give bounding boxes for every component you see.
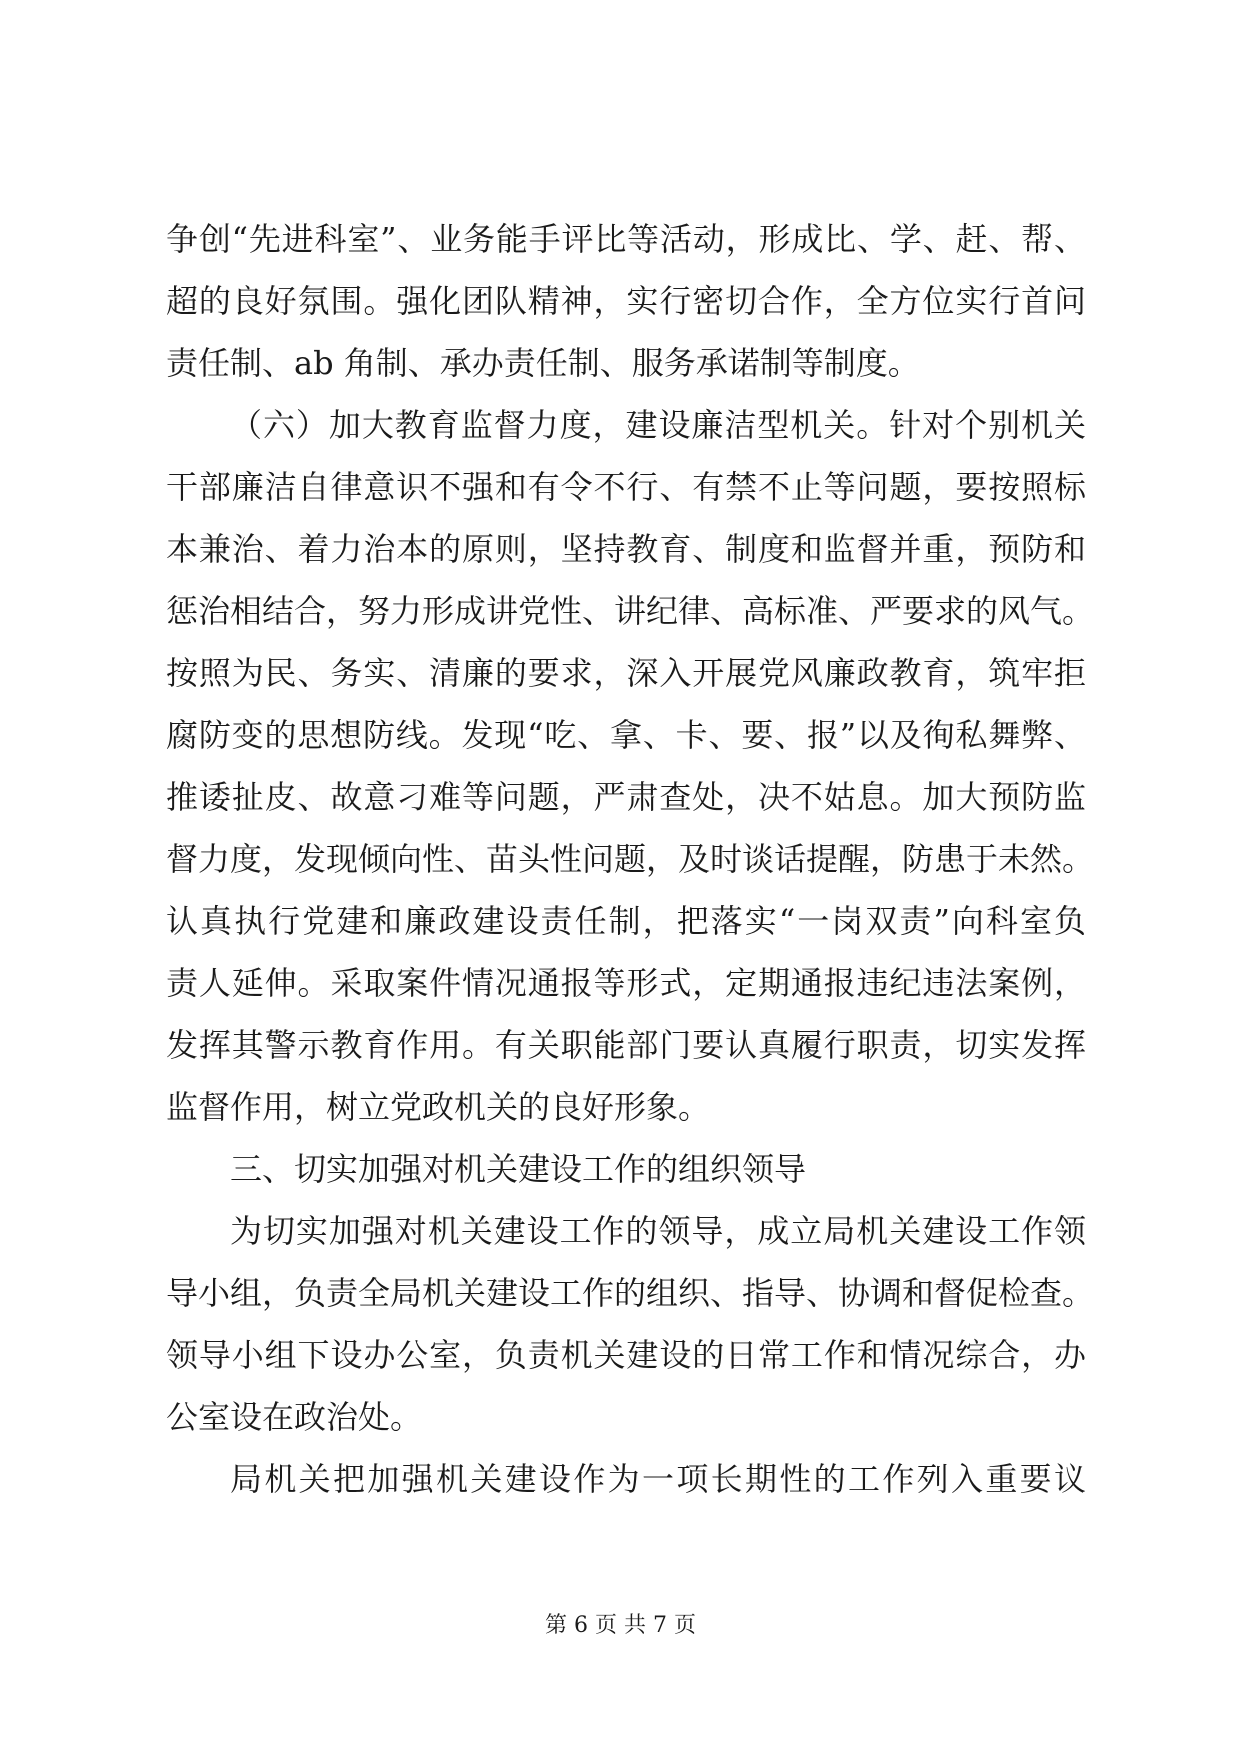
- text-line: 导小组，负责全局机关建设工作的组织、指导、协调和督促检查。: [166, 1274, 1095, 1312]
- paragraph: [166, 1448, 1086, 1510]
- text-line: 为切实加强对机关建设工作的领导，成立局机关建设工作领: [230, 1212, 1086, 1250]
- text-line: 督力度，发现倾向性、苗头性问题，及时谈话提醒，防患于未然。: [166, 840, 1095, 878]
- text-line: 争创“先进科室”、业务能手评比等活动，形成比、学、赶、帮、: [166, 220, 1086, 258]
- text-line: 腐防变的思想防线。发现“吃、拿、卡、要、报”以及徇私舞弊、: [166, 716, 1086, 754]
- page-footer: [0, 1611, 1241, 1641]
- section-heading: 三、切实加强对机关建设工作的组织领导: [230, 1150, 807, 1188]
- text-line: 发挥其警示教育作用。有关职能部门要认真履行职责，切实发挥: [166, 1026, 1086, 1064]
- text-line: 领导小组下设办公室，负责机关建设的日常工作和情况综合，办: [166, 1336, 1086, 1374]
- text-line: 干部廉洁自律意识不强和有令不行、有禁不止等问题，要按照标: [166, 468, 1086, 506]
- paragraph: [166, 394, 1095, 1138]
- text-line: 公室设在政治处。: [166, 1398, 423, 1436]
- text-line: 责人延伸。采取案件情况通报等形式，定期通报违纪违法案例，: [166, 964, 1086, 1002]
- text-line: 局机关把加强机关建设作为一项长期性的工作列入重要议: [230, 1460, 1086, 1498]
- text-line: 惩治相结合，努力形成讲党性、讲纪律、高标准、严要求的风气。: [166, 592, 1095, 630]
- text-line: 按照为民、务实、清廉的要求，深入开展党风廉政教育，筑牢拒: [166, 654, 1086, 692]
- document-body: [166, 208, 1095, 1510]
- text-line: 认真执行党建和廉政建设责任制，把落实“一岗双责”向科室负: [166, 902, 1086, 940]
- text-line: （六）加大教育监督力度，建设廉洁型机关。针对个别机关: [230, 406, 1086, 444]
- text-line: 责任制、ab 角制、承办责任制、服务承诺制等制度。: [166, 344, 920, 382]
- text-line: 超的良好氛围。强化团队精神，实行密切合作，全方位实行首问: [166, 282, 1086, 320]
- text-line: 监督作用，树立党政机关的良好形象。: [166, 1088, 711, 1126]
- text-line: 推诿扯皮、故意刁难等问题，严肃查处，决不姑息。加大预防监: [166, 778, 1086, 816]
- paragraph: [166, 208, 1086, 394]
- page-number: 第 6 页 共 7 页: [545, 1613, 696, 1638]
- paragraph: [166, 1200, 1095, 1448]
- text-line: 本兼治、着力治本的原则，坚持教育、制度和监督并重，预防和: [166, 530, 1086, 568]
